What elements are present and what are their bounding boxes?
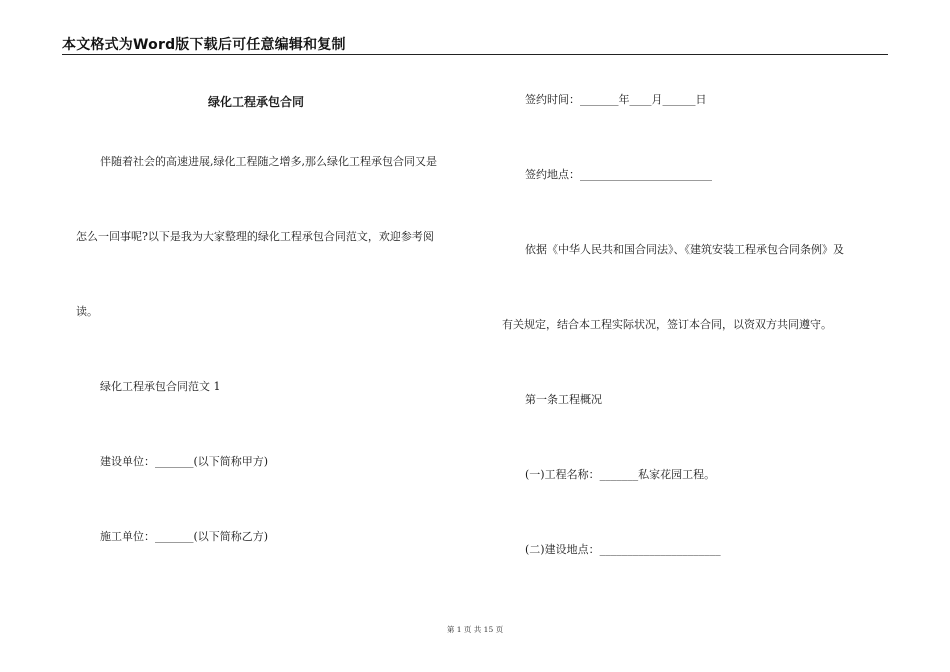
intro-line-1: 伴随着社会的高速进展,绿化工程随之增多,那么绿化工程承包合同又是: [100, 155, 437, 168]
sample-heading: 绿化工程承包合同范文 1: [100, 380, 221, 393]
intro-line-2: 怎么一回事呢?以下是我为大家整理的绿化工程承包合同范文，欢迎参考阅: [76, 230, 434, 243]
contractor-line: 施工单位：_______(以下简称乙方): [100, 530, 269, 543]
basis-line-2: 有关规定，结合本工程实际状况，签订本合同，以资双方共同遵守。: [502, 318, 832, 331]
basis-line-1: 依据《中华人民共和国合同法》、《建筑安装工程承包合同条例》及: [525, 243, 844, 256]
builder-line: 建设单位：_______(以下简称甲方): [100, 455, 269, 468]
project-location-line: (二)建设地点：______________________: [525, 543, 721, 556]
page-header: [62, 32, 888, 55]
sign-time: 签约时间：_______年____月______日: [525, 93, 707, 106]
page-footer: 第 1 页 共 15 页: [446, 625, 504, 634]
article-1-heading: 第一条工程概况: [525, 393, 602, 406]
document-title: 绿化工程承包合同: [208, 95, 305, 109]
intro-line-3: 读。: [76, 305, 98, 318]
sign-place: 签约地点：________________________: [525, 168, 712, 181]
header-text: 本文格式为Word版下载后可任意编辑和复制: [62, 37, 346, 53]
project-name-line: (一)工程名称：_______私家花园工程。: [525, 468, 716, 481]
